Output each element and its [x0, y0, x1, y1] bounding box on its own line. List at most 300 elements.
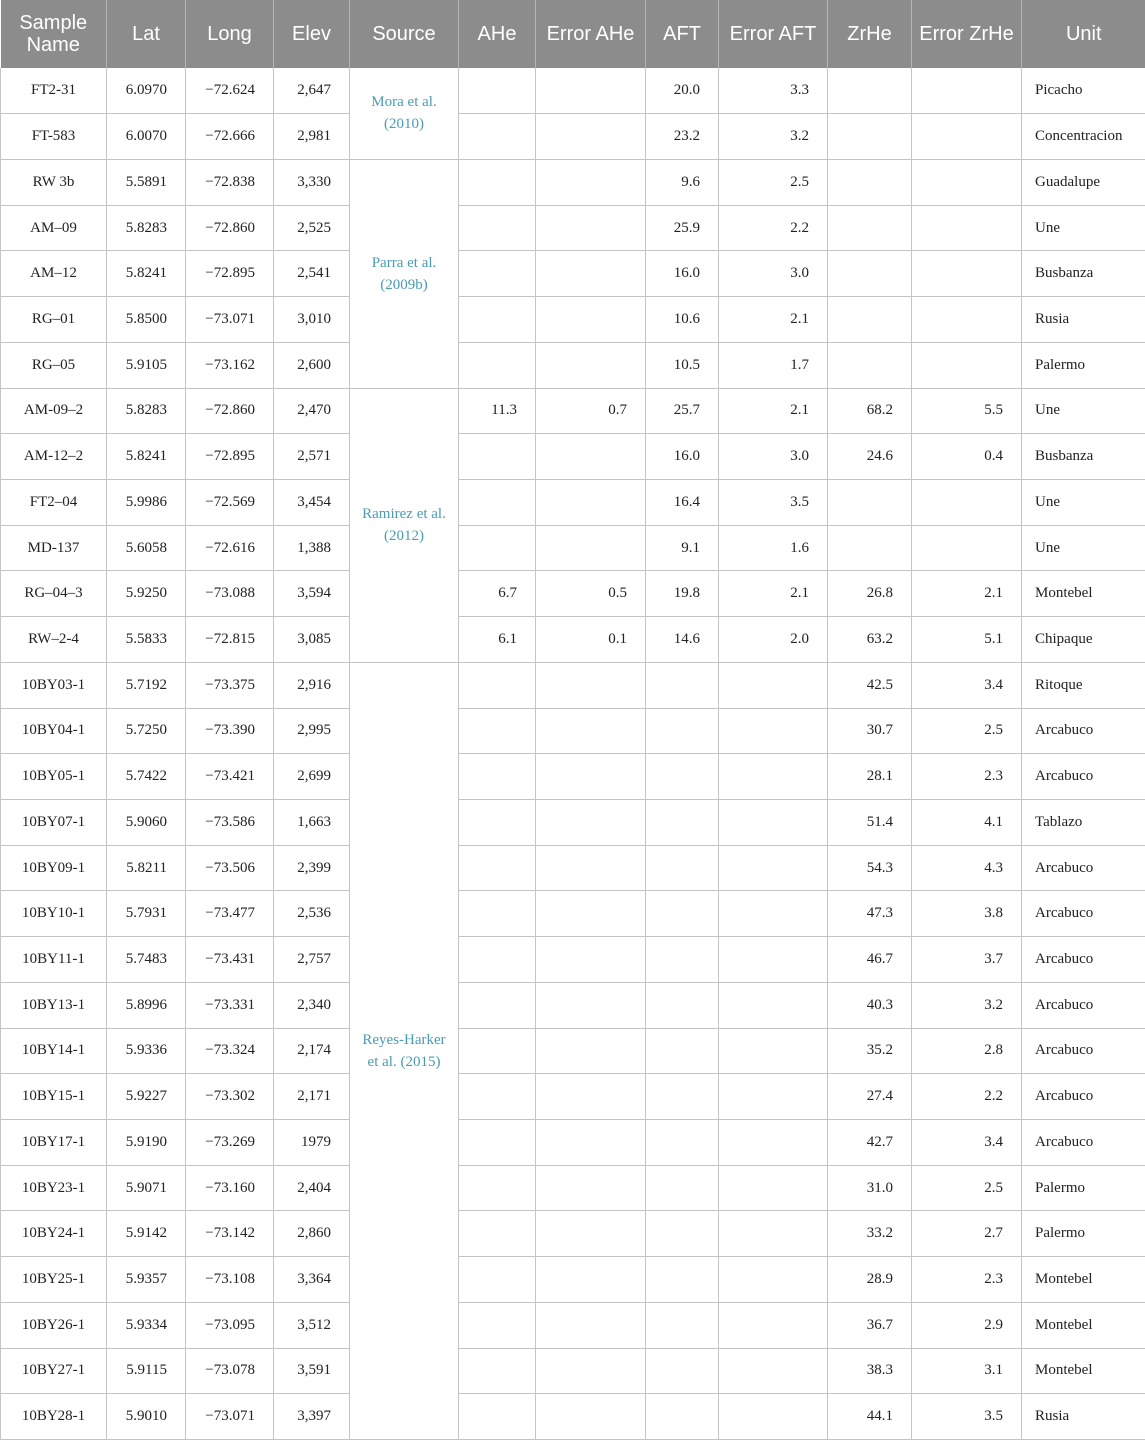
cell-error-ahe — [536, 434, 646, 480]
cell-error-zrhe: 4.3 — [912, 845, 1022, 891]
cell-long: −73.421 — [186, 754, 274, 800]
table-row — [1, 525, 1145, 571]
cell-long: −73.331 — [186, 982, 274, 1028]
table-row — [1, 571, 1145, 617]
cell-error-aft — [719, 1120, 828, 1166]
cell-sample-name: 10BY25-1 — [1, 1257, 107, 1303]
cell-unit: Arcabuco — [1022, 708, 1145, 754]
cell-sample-name: 10BY09-1 — [1, 845, 107, 891]
cell-elev: 2,860 — [274, 1211, 350, 1257]
table-row — [1, 1120, 1145, 1166]
cell-long: −73.390 — [186, 708, 274, 754]
cell-long: −73.078 — [186, 1348, 274, 1394]
cell-unit: Arcabuco — [1022, 1028, 1145, 1074]
cell-elev: 3,591 — [274, 1348, 350, 1394]
cell-ahe — [459, 1028, 536, 1074]
cell-aft: 9.1 — [646, 525, 719, 571]
cell-elev: 2,525 — [274, 205, 350, 251]
header-zrhe: ZrHe — [828, 0, 912, 68]
cell-zrhe: 38.3 — [828, 1348, 912, 1394]
cell-sample-name: 10BY04-1 — [1, 708, 107, 754]
cell-error-ahe — [536, 982, 646, 1028]
cell-unit: Guadalupe — [1022, 159, 1145, 205]
cell-long: −73.071 — [186, 297, 274, 343]
header-elev: Elev — [274, 0, 350, 68]
table-row — [1, 297, 1145, 343]
cell-lat: 5.7250 — [107, 708, 186, 754]
cell-unit: Arcabuco — [1022, 982, 1145, 1028]
cell-ahe — [459, 114, 536, 160]
table-row — [1, 708, 1145, 754]
cell-elev: 2,171 — [274, 1074, 350, 1120]
cell-error-zrhe: 2.8 — [912, 1028, 1022, 1074]
header-sample-name: Sample Name — [1, 0, 107, 68]
cell-aft — [646, 1302, 719, 1348]
cell-long: −73.095 — [186, 1302, 274, 1348]
cell-error-zrhe — [912, 159, 1022, 205]
cell-error-zrhe — [912, 251, 1022, 297]
cell-sample-name: AM-12–2 — [1, 434, 107, 480]
cell-sample-name: 10BY27-1 — [1, 1348, 107, 1394]
table-row — [1, 68, 1145, 114]
cell-error-ahe — [536, 937, 646, 983]
cell-error-zrhe: 2.9 — [912, 1302, 1022, 1348]
table-row — [1, 1394, 1145, 1440]
cell-unit: Busbanza — [1022, 251, 1145, 297]
cell-ahe: 6.1 — [459, 617, 536, 663]
cell-aft: 25.9 — [646, 205, 719, 251]
cell-unit: Une — [1022, 205, 1145, 251]
cell-zrhe — [828, 114, 912, 160]
cell-lat: 6.0070 — [107, 114, 186, 160]
cell-ahe — [459, 251, 536, 297]
cell-unit: Montebel — [1022, 1257, 1145, 1303]
cell-aft: 20.0 — [646, 68, 719, 114]
cell-error-aft: 2.0 — [719, 617, 828, 663]
cell-sample-name: 10BY10-1 — [1, 891, 107, 937]
cell-aft — [646, 754, 719, 800]
cell-unit: Montebel — [1022, 571, 1145, 617]
cell-elev: 2,699 — [274, 754, 350, 800]
cell-long: −73.269 — [186, 1120, 274, 1166]
cell-lat: 6.0970 — [107, 68, 186, 114]
cell-error-aft — [719, 1348, 828, 1394]
cell-lat: 5.7192 — [107, 662, 186, 708]
cell-sample-name: 10BY23-1 — [1, 1165, 107, 1211]
cell-lat: 5.9357 — [107, 1257, 186, 1303]
cell-elev: 1,388 — [274, 525, 350, 571]
cell-error-aft — [719, 1302, 828, 1348]
cell-zrhe: 46.7 — [828, 937, 912, 983]
cell-aft: 9.6 — [646, 159, 719, 205]
cell-unit: Picacho — [1022, 68, 1145, 114]
cell-ahe: 11.3 — [459, 388, 536, 434]
cell-elev: 2,600 — [274, 342, 350, 388]
cell-error-aft — [719, 1028, 828, 1074]
cell-aft — [646, 845, 719, 891]
header-error-zrhe: Error ZrHe — [912, 0, 1022, 68]
cell-long: −72.624 — [186, 68, 274, 114]
cell-ahe — [459, 1074, 536, 1120]
cell-error-ahe: 0.5 — [536, 571, 646, 617]
cell-zrhe: 42.5 — [828, 662, 912, 708]
cell-sample-name: 10BY26-1 — [1, 1302, 107, 1348]
cell-ahe — [459, 205, 536, 251]
cell-long: −73.088 — [186, 571, 274, 617]
cell-long: −73.506 — [186, 845, 274, 891]
cell-sample-name: 10BY11-1 — [1, 937, 107, 983]
table-row — [1, 891, 1145, 937]
cell-long: −72.860 — [186, 205, 274, 251]
table-row — [1, 114, 1145, 160]
table-row — [1, 1257, 1145, 1303]
cell-zrhe: 51.4 — [828, 800, 912, 846]
cell-lat: 5.9336 — [107, 1028, 186, 1074]
cell-long: −72.666 — [186, 114, 274, 160]
cell-error-zrhe: 2.7 — [912, 1211, 1022, 1257]
cell-elev: 1979 — [274, 1120, 350, 1166]
cell-error-aft — [719, 1394, 828, 1440]
cell-zrhe: 63.2 — [828, 617, 912, 663]
cell-long: −73.477 — [186, 891, 274, 937]
cell-long: −72.895 — [186, 251, 274, 297]
cell-error-zrhe: 3.4 — [912, 662, 1022, 708]
cell-ahe — [459, 891, 536, 937]
cell-lat: 5.9010 — [107, 1394, 186, 1440]
cell-error-aft: 3.2 — [719, 114, 828, 160]
cell-lat: 5.8996 — [107, 982, 186, 1028]
cell-error-aft — [719, 754, 828, 800]
cell-elev: 2,757 — [274, 937, 350, 983]
cell-error-aft — [719, 845, 828, 891]
cell-zrhe: 54.3 — [828, 845, 912, 891]
cell-error-zrhe: 3.5 — [912, 1394, 1022, 1440]
cell-error-ahe — [536, 1348, 646, 1394]
cell-sample-name: FT2-31 — [1, 68, 107, 114]
cell-long: −72.616 — [186, 525, 274, 571]
cell-elev: 2,470 — [274, 388, 350, 434]
cell-aft — [646, 891, 719, 937]
cell-ahe — [459, 845, 536, 891]
cell-error-aft — [719, 1211, 828, 1257]
table-row — [1, 388, 1145, 434]
cell-error-ahe — [536, 159, 646, 205]
cell-zrhe — [828, 205, 912, 251]
cell-error-ahe — [536, 754, 646, 800]
header-aft: AFT — [646, 0, 719, 68]
header-source: Source — [350, 0, 459, 68]
cell-elev: 2,536 — [274, 891, 350, 937]
cell-error-ahe — [536, 297, 646, 343]
cell-error-zrhe — [912, 68, 1022, 114]
cell-unit: Une — [1022, 479, 1145, 525]
cell-long: −73.108 — [186, 1257, 274, 1303]
cell-long: −73.431 — [186, 937, 274, 983]
cell-unit: Ritoque — [1022, 662, 1145, 708]
table-row — [1, 342, 1145, 388]
cell-zrhe: 31.0 — [828, 1165, 912, 1211]
cell-error-zrhe: 2.3 — [912, 754, 1022, 800]
cell-error-aft: 3.3 — [719, 68, 828, 114]
cell-error-ahe: 0.1 — [536, 617, 646, 663]
cell-elev: 3,512 — [274, 1302, 350, 1348]
cell-zrhe: 27.4 — [828, 1074, 912, 1120]
cell-long: −73.162 — [186, 342, 274, 388]
cell-elev: 3,454 — [274, 479, 350, 525]
cell-ahe — [459, 434, 536, 480]
table-row — [1, 1302, 1145, 1348]
cell-aft — [646, 1257, 719, 1303]
cell-error-aft — [719, 1257, 828, 1303]
cell-error-zrhe: 2.5 — [912, 708, 1022, 754]
cell-aft: 10.6 — [646, 297, 719, 343]
cell-error-aft: 2.1 — [719, 297, 828, 343]
cell-lat: 5.8283 — [107, 388, 186, 434]
cell-unit: Arcabuco — [1022, 891, 1145, 937]
cell-aft — [646, 662, 719, 708]
cell-error-ahe — [536, 891, 646, 937]
cell-long: −73.142 — [186, 1211, 274, 1257]
cell-source-citation[interactable]: Mora et al. (2010) — [350, 68, 459, 159]
cell-zrhe — [828, 525, 912, 571]
cell-error-ahe — [536, 205, 646, 251]
cell-aft: 16.0 — [646, 251, 719, 297]
cell-long: −73.324 — [186, 1028, 274, 1074]
cell-error-aft — [719, 800, 828, 846]
cell-lat: 5.9334 — [107, 1302, 186, 1348]
cell-elev: 3,594 — [274, 571, 350, 617]
cell-aft: 14.6 — [646, 617, 719, 663]
cell-sample-name: 10BY17-1 — [1, 1120, 107, 1166]
cell-ahe — [459, 754, 536, 800]
cell-sample-name: AM-09–2 — [1, 388, 107, 434]
cell-error-zrhe: 2.5 — [912, 1165, 1022, 1211]
cell-ahe — [459, 937, 536, 983]
cell-sample-name: 10BY13-1 — [1, 982, 107, 1028]
cell-ahe — [459, 1394, 536, 1440]
cell-zrhe — [828, 297, 912, 343]
cell-aft — [646, 1120, 719, 1166]
cell-elev: 2,916 — [274, 662, 350, 708]
cell-zrhe: 68.2 — [828, 388, 912, 434]
cell-aft: 25.7 — [646, 388, 719, 434]
cell-long: −72.838 — [186, 159, 274, 205]
cell-error-zrhe: 3.7 — [912, 937, 1022, 983]
cell-error-aft — [719, 708, 828, 754]
cell-lat: 5.9250 — [107, 571, 186, 617]
cell-error-aft: 1.6 — [719, 525, 828, 571]
cell-error-zrhe — [912, 525, 1022, 571]
cell-lat: 5.7422 — [107, 754, 186, 800]
cell-unit: Tablazo — [1022, 800, 1145, 846]
cell-long: −73.586 — [186, 800, 274, 846]
table-row — [1, 251, 1145, 297]
cell-elev: 2,981 — [274, 114, 350, 160]
cell-error-aft: 2.1 — [719, 388, 828, 434]
cell-error-ahe — [536, 1120, 646, 1166]
cell-lat: 5.7931 — [107, 891, 186, 937]
cell-lat: 5.8241 — [107, 251, 186, 297]
cell-elev: 2,995 — [274, 708, 350, 754]
cell-elev: 2,647 — [274, 68, 350, 114]
cell-zrhe: 36.7 — [828, 1302, 912, 1348]
cell-aft — [646, 800, 719, 846]
cell-zrhe: 28.1 — [828, 754, 912, 800]
cell-ahe — [459, 297, 536, 343]
table-row — [1, 982, 1145, 1028]
cell-ahe: 6.7 — [459, 571, 536, 617]
cell-unit: Arcabuco — [1022, 937, 1145, 983]
cell-unit: Arcabuco — [1022, 1074, 1145, 1120]
cell-zrhe: 24.6 — [828, 434, 912, 480]
cell-error-zrhe: 0.4 — [912, 434, 1022, 480]
cell-error-zrhe: 3.4 — [912, 1120, 1022, 1166]
cell-lat: 5.9986 — [107, 479, 186, 525]
table-row — [1, 754, 1145, 800]
cell-unit: Palermo — [1022, 342, 1145, 388]
cell-long: −73.160 — [186, 1165, 274, 1211]
cell-zrhe — [828, 251, 912, 297]
cell-unit: Arcabuco — [1022, 754, 1145, 800]
cell-aft — [646, 937, 719, 983]
cell-lat: 5.9071 — [107, 1165, 186, 1211]
cell-zrhe — [828, 479, 912, 525]
cell-unit: Palermo — [1022, 1165, 1145, 1211]
cell-error-ahe — [536, 1028, 646, 1074]
cell-zrhe: 33.2 — [828, 1211, 912, 1257]
cell-error-aft: 3.0 — [719, 251, 828, 297]
cell-sample-name: FT-583 — [1, 114, 107, 160]
cell-error-ahe: 0.7 — [536, 388, 646, 434]
cell-ahe — [459, 525, 536, 571]
cell-sample-name: 10BY03-1 — [1, 662, 107, 708]
cell-zrhe: 30.7 — [828, 708, 912, 754]
cell-zrhe — [828, 159, 912, 205]
cell-aft: 23.2 — [646, 114, 719, 160]
cell-ahe — [459, 1257, 536, 1303]
cell-error-zrhe: 5.1 — [912, 617, 1022, 663]
cell-unit: Arcabuco — [1022, 1120, 1145, 1166]
cell-elev: 2,399 — [274, 845, 350, 891]
table-row — [1, 479, 1145, 525]
cell-unit: Une — [1022, 388, 1145, 434]
cell-aft: 19.8 — [646, 571, 719, 617]
cell-ahe — [459, 342, 536, 388]
cell-sample-name: 10BY15-1 — [1, 1074, 107, 1120]
cell-sample-name: AM–09 — [1, 205, 107, 251]
cell-source-citation[interactable]: Ramirez et al. (2012) — [350, 388, 459, 662]
cell-elev: 3,364 — [274, 1257, 350, 1303]
cell-sample-name: 10BY07-1 — [1, 800, 107, 846]
cell-lat: 5.8500 — [107, 297, 186, 343]
cell-sample-name: RW 3b — [1, 159, 107, 205]
cell-sample-name: RG–05 — [1, 342, 107, 388]
cell-aft: 16.4 — [646, 479, 719, 525]
cell-zrhe: 44.1 — [828, 1394, 912, 1440]
cell-ahe — [459, 68, 536, 114]
cell-long: −73.302 — [186, 1074, 274, 1120]
cell-ahe — [459, 662, 536, 708]
cell-error-ahe — [536, 845, 646, 891]
cell-ahe — [459, 1348, 536, 1394]
cell-aft — [646, 1211, 719, 1257]
cell-error-ahe — [536, 479, 646, 525]
cell-error-ahe — [536, 800, 646, 846]
cell-error-aft — [719, 1074, 828, 1120]
table-row — [1, 159, 1145, 205]
cell-lat: 5.9227 — [107, 1074, 186, 1120]
cell-sample-name: FT2–04 — [1, 479, 107, 525]
header-unit: Unit — [1022, 0, 1145, 68]
cell-sample-name: 10BY05-1 — [1, 754, 107, 800]
cell-error-aft: 2.5 — [719, 159, 828, 205]
cell-lat: 5.9115 — [107, 1348, 186, 1394]
cell-unit: Rusia — [1022, 297, 1145, 343]
cell-error-aft: 3.0 — [719, 434, 828, 480]
cell-ahe — [459, 1302, 536, 1348]
cell-lat: 5.9142 — [107, 1211, 186, 1257]
cell-lat: 5.8211 — [107, 845, 186, 891]
cell-unit: Busbanza — [1022, 434, 1145, 480]
cell-error-zrhe: 3.8 — [912, 891, 1022, 937]
cell-ahe — [459, 982, 536, 1028]
cell-zrhe: 40.3 — [828, 982, 912, 1028]
cell-sample-name: RG–01 — [1, 297, 107, 343]
cell-long: −72.815 — [186, 617, 274, 663]
cell-error-aft — [719, 937, 828, 983]
table-row — [1, 1348, 1145, 1394]
cell-unit: Rusia — [1022, 1394, 1145, 1440]
cell-elev: 3,397 — [274, 1394, 350, 1440]
cell-error-ahe — [536, 342, 646, 388]
cell-source-citation[interactable]: Parra et al. (2009b) — [350, 159, 459, 388]
cell-ahe — [459, 708, 536, 754]
cell-unit: Montebel — [1022, 1348, 1145, 1394]
cell-error-ahe — [536, 114, 646, 160]
cell-error-zrhe: 3.1 — [912, 1348, 1022, 1394]
cell-error-zrhe — [912, 205, 1022, 251]
cell-error-ahe — [536, 1074, 646, 1120]
cell-aft — [646, 1348, 719, 1394]
cell-elev: 2,340 — [274, 982, 350, 1028]
cell-elev: 2,571 — [274, 434, 350, 480]
cell-lat: 5.8283 — [107, 205, 186, 251]
cell-source-citation[interactable]: Reyes-Harker et al. (2015) — [350, 662, 459, 1439]
table-row — [1, 617, 1145, 663]
cell-elev: 3,085 — [274, 617, 350, 663]
cell-ahe — [459, 1165, 536, 1211]
cell-elev: 1,663 — [274, 800, 350, 846]
cell-error-aft — [719, 891, 828, 937]
cell-error-zrhe — [912, 342, 1022, 388]
cell-error-ahe — [536, 1257, 646, 1303]
cell-error-zrhe — [912, 114, 1022, 160]
cell-zrhe — [828, 68, 912, 114]
cell-error-ahe — [536, 662, 646, 708]
header-row — [1, 0, 1145, 68]
cell-zrhe: 42.7 — [828, 1120, 912, 1166]
cell-lat: 5.9105 — [107, 342, 186, 388]
cell-zrhe: 28.9 — [828, 1257, 912, 1303]
cell-error-zrhe: 5.5 — [912, 388, 1022, 434]
table-row — [1, 800, 1145, 846]
cell-unit: Une — [1022, 525, 1145, 571]
cell-sample-name: RG–04–3 — [1, 571, 107, 617]
cell-error-ahe — [536, 708, 646, 754]
cell-error-ahe — [536, 1302, 646, 1348]
cell-lat: 5.7483 — [107, 937, 186, 983]
table-row — [1, 1074, 1145, 1120]
